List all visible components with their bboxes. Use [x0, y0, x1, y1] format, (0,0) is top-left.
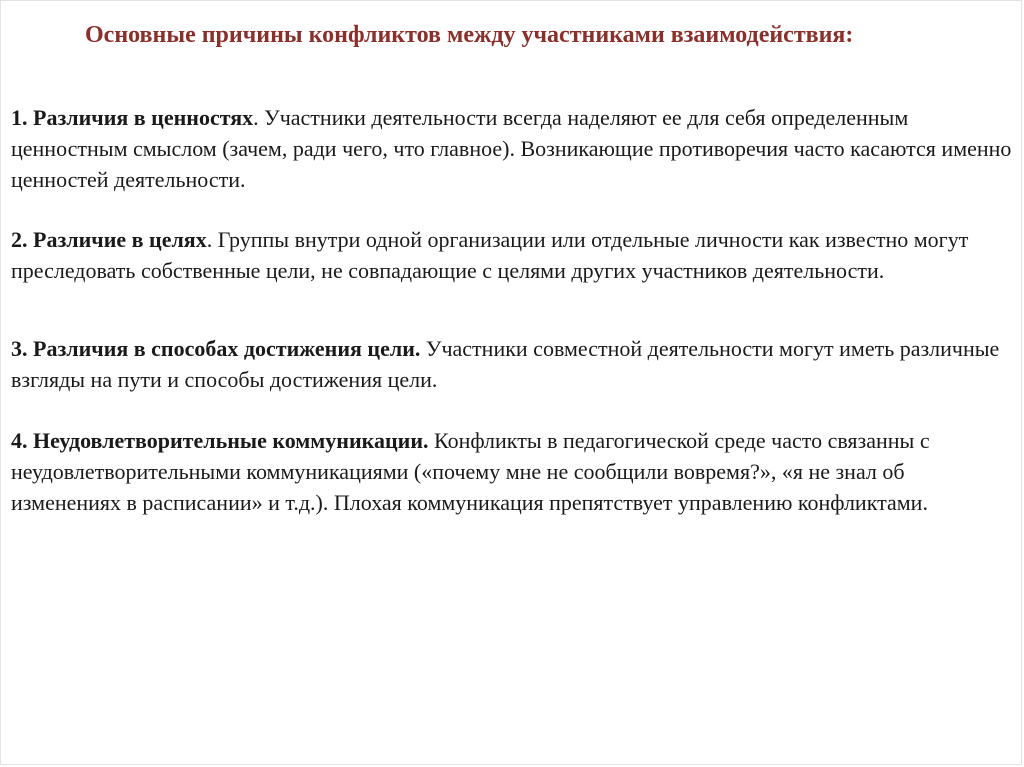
item-heading-goals: 2. Различие в целях — [11, 227, 207, 252]
item-heading-communications: 4. Неудовлетворительные коммуникации. — [11, 428, 429, 453]
item-heading-values: 1. Различия в ценностях — [11, 105, 254, 130]
item-text-communications: Конфликты в педагогической среде часто связанны с неудовлетворительными коммуникациями («почему мне не сообщили вовремя?», «я не знал об изменениях в расписании» и т.д.). Плохая коммуникация препятствует управлению конфликтами. — [11, 428, 930, 515]
item-text-methods: Участники совместной деятельности могут иметь различные взгляды на пути и способы достижения цели. — [11, 336, 1000, 392]
list-item-communications — [11, 425, 1016, 518]
list-item-goals — [11, 224, 1016, 286]
slide-title: Основные причины конфликтов между участниками взаимодействия: — [85, 22, 854, 48]
list-item-methods — [11, 333, 1016, 395]
item-heading-methods: 3. Различия в способах достижения цели. — [11, 336, 421, 361]
item-text-goals: . Группы внутри одной организации или отдельные личности как известно могут преследовать собственные цели, не совпадающие с целями других участников деятельности. — [11, 227, 969, 283]
item-text-values: . Участники деятельности всегда наделяют ее для себя определенным ценностным смыслом (зачем, ради чего, что главное). Возникающие противоречия часто касаются именно ценностей деятельности. — [11, 105, 1012, 192]
list-item-values — [11, 102, 1016, 195]
